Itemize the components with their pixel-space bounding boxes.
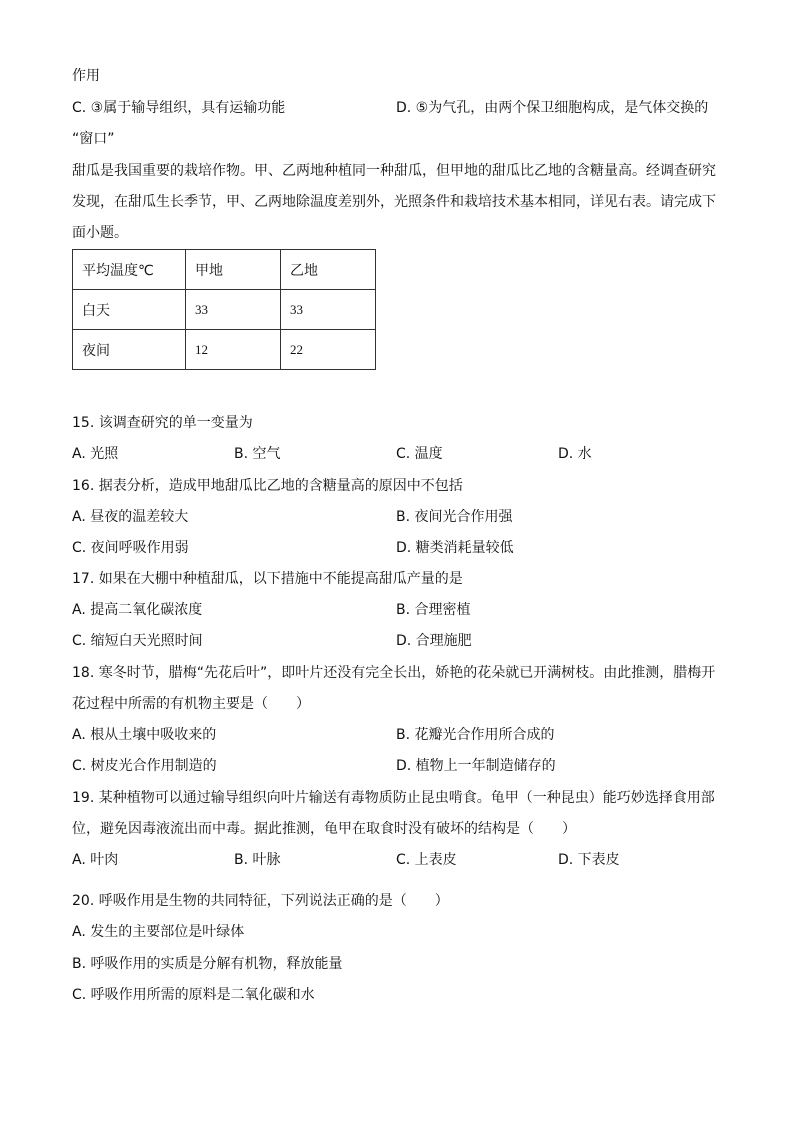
question-18-stem-line-2: 花过程中所需的有机物主要是（ ） — [72, 696, 310, 712]
intro-line-1: 甜瓜是我国重要的栽培作物。甲、乙两地种植同一种甜瓜，但甲地的甜瓜比乙地的含糖量高。经调查研究 — [72, 163, 716, 179]
question-18-option-d: D. 植物上一年制造储存的 — [396, 758, 556, 774]
table-cell: 33 — [186, 290, 281, 330]
question-19-stem-line-1: 19. 某种植物可以通过输导组织向叶片输送有毒物质防止昆虫啃食。龟甲（一种昆虫）能巧妙选择食用部 — [72, 790, 715, 806]
question-15-option-d: D. 水 — [558, 446, 592, 462]
intro-line-3: 面小题。 — [72, 225, 128, 241]
question-17-option-d: D. 合理施肥 — [396, 633, 472, 649]
table-cell: 夜间 — [73, 330, 186, 370]
question-18-stem-line-1: 18. 寒冬时节，腊梅“先花后叶”，即叶片还没有完全长出，娇艳的花朵就已开满树枝。由此推测，腊梅开 — [72, 665, 716, 681]
question-16-stem: 16. 据表分析，造成甲地甜瓜比乙地的含糖量高的原因中不包括 — [72, 478, 463, 494]
table-header-cell: 甲地 — [186, 250, 281, 290]
question-15-stem: 15. 该调查研究的单一变量为 — [72, 415, 253, 431]
question-15-option-a: A. 光照 — [72, 446, 119, 462]
question-20-option-c: C. 呼吸作用所需的原料是二氧化碳和水 — [72, 987, 315, 1003]
table-header-cell: 乙地 — [281, 250, 376, 290]
question-19-option-c: C. 上表皮 — [396, 852, 457, 868]
table-row — [73, 290, 376, 330]
question-19-stem-line-2: 位，避免因毒液流出而中毒。据此推测，龟甲在取食时没有破坏的结构是（ ） — [72, 821, 576, 837]
table-header-row — [73, 250, 376, 290]
question-19-option-b: B. 叶脉 — [234, 852, 281, 868]
question-15-option-c: C. 温度 — [396, 446, 443, 462]
question-16-option-d: D. 糖类消耗量较低 — [396, 540, 514, 556]
question-17-option-a: A. 提高二氧化碳浓度 — [72, 602, 203, 618]
table-cell: 33 — [281, 290, 376, 330]
question-18-option-b: B. 花瓣光合作用所合成的 — [396, 727, 555, 743]
question-15-option-b: B. 空气 — [234, 446, 281, 462]
question-20-option-b: B. 呼吸作用的实质是分解有机物，释放能量 — [72, 956, 343, 972]
previous-option-d: D. ⑤为气孔，由两个保卫细胞构成，是气体交换的 — [396, 100, 709, 116]
question-17-option-b: B. 合理密植 — [396, 602, 471, 618]
question-16-option-c: C. 夜间呼吸作用弱 — [72, 540, 189, 556]
question-20-stem: 20. 呼吸作用是生物的共同特征，下列说法正确的是（ ） — [72, 893, 449, 909]
previous-option-c: C. ③属于输导组织，具有运输功能 — [72, 100, 286, 116]
question-16-option-a: A. 昼夜的温差较大 — [72, 509, 189, 525]
table-header-cell: 平均温度℃ — [73, 250, 186, 290]
question-16-option-b: B. 夜间光合作用强 — [396, 509, 513, 525]
question-19-option-d: D. 下表皮 — [558, 852, 620, 868]
previous-option-d-continuation: “窗口” — [72, 131, 115, 147]
question-18-option-a: A. 根从土壤中吸收来的 — [72, 727, 217, 743]
table-cell: 22 — [281, 330, 376, 370]
intro-line-2: 发现，在甜瓜生长季节，甲、乙两地除温度差别外，光照条件和栽培技术基本相同，详见右表。请完成下 — [72, 194, 716, 210]
table-cell: 白天 — [73, 290, 186, 330]
question-20-option-a: A. 发生的主要部位是叶绿体 — [72, 924, 245, 940]
question-18-option-c: C. 树皮光合作用制造的 — [72, 758, 217, 774]
question-19-option-a: A. 叶肉 — [72, 852, 119, 868]
previous-answer-fragment: 作用 — [72, 68, 100, 84]
question-17-stem: 17. 如果在大棚中种植甜瓜，以下措施中不能提高甜瓜产量的是 — [72, 571, 463, 587]
temperature-table — [72, 249, 376, 370]
table-cell: 12 — [186, 330, 281, 370]
table-row — [73, 330, 376, 370]
question-17-option-c: C. 缩短白天光照时间 — [72, 633, 203, 649]
